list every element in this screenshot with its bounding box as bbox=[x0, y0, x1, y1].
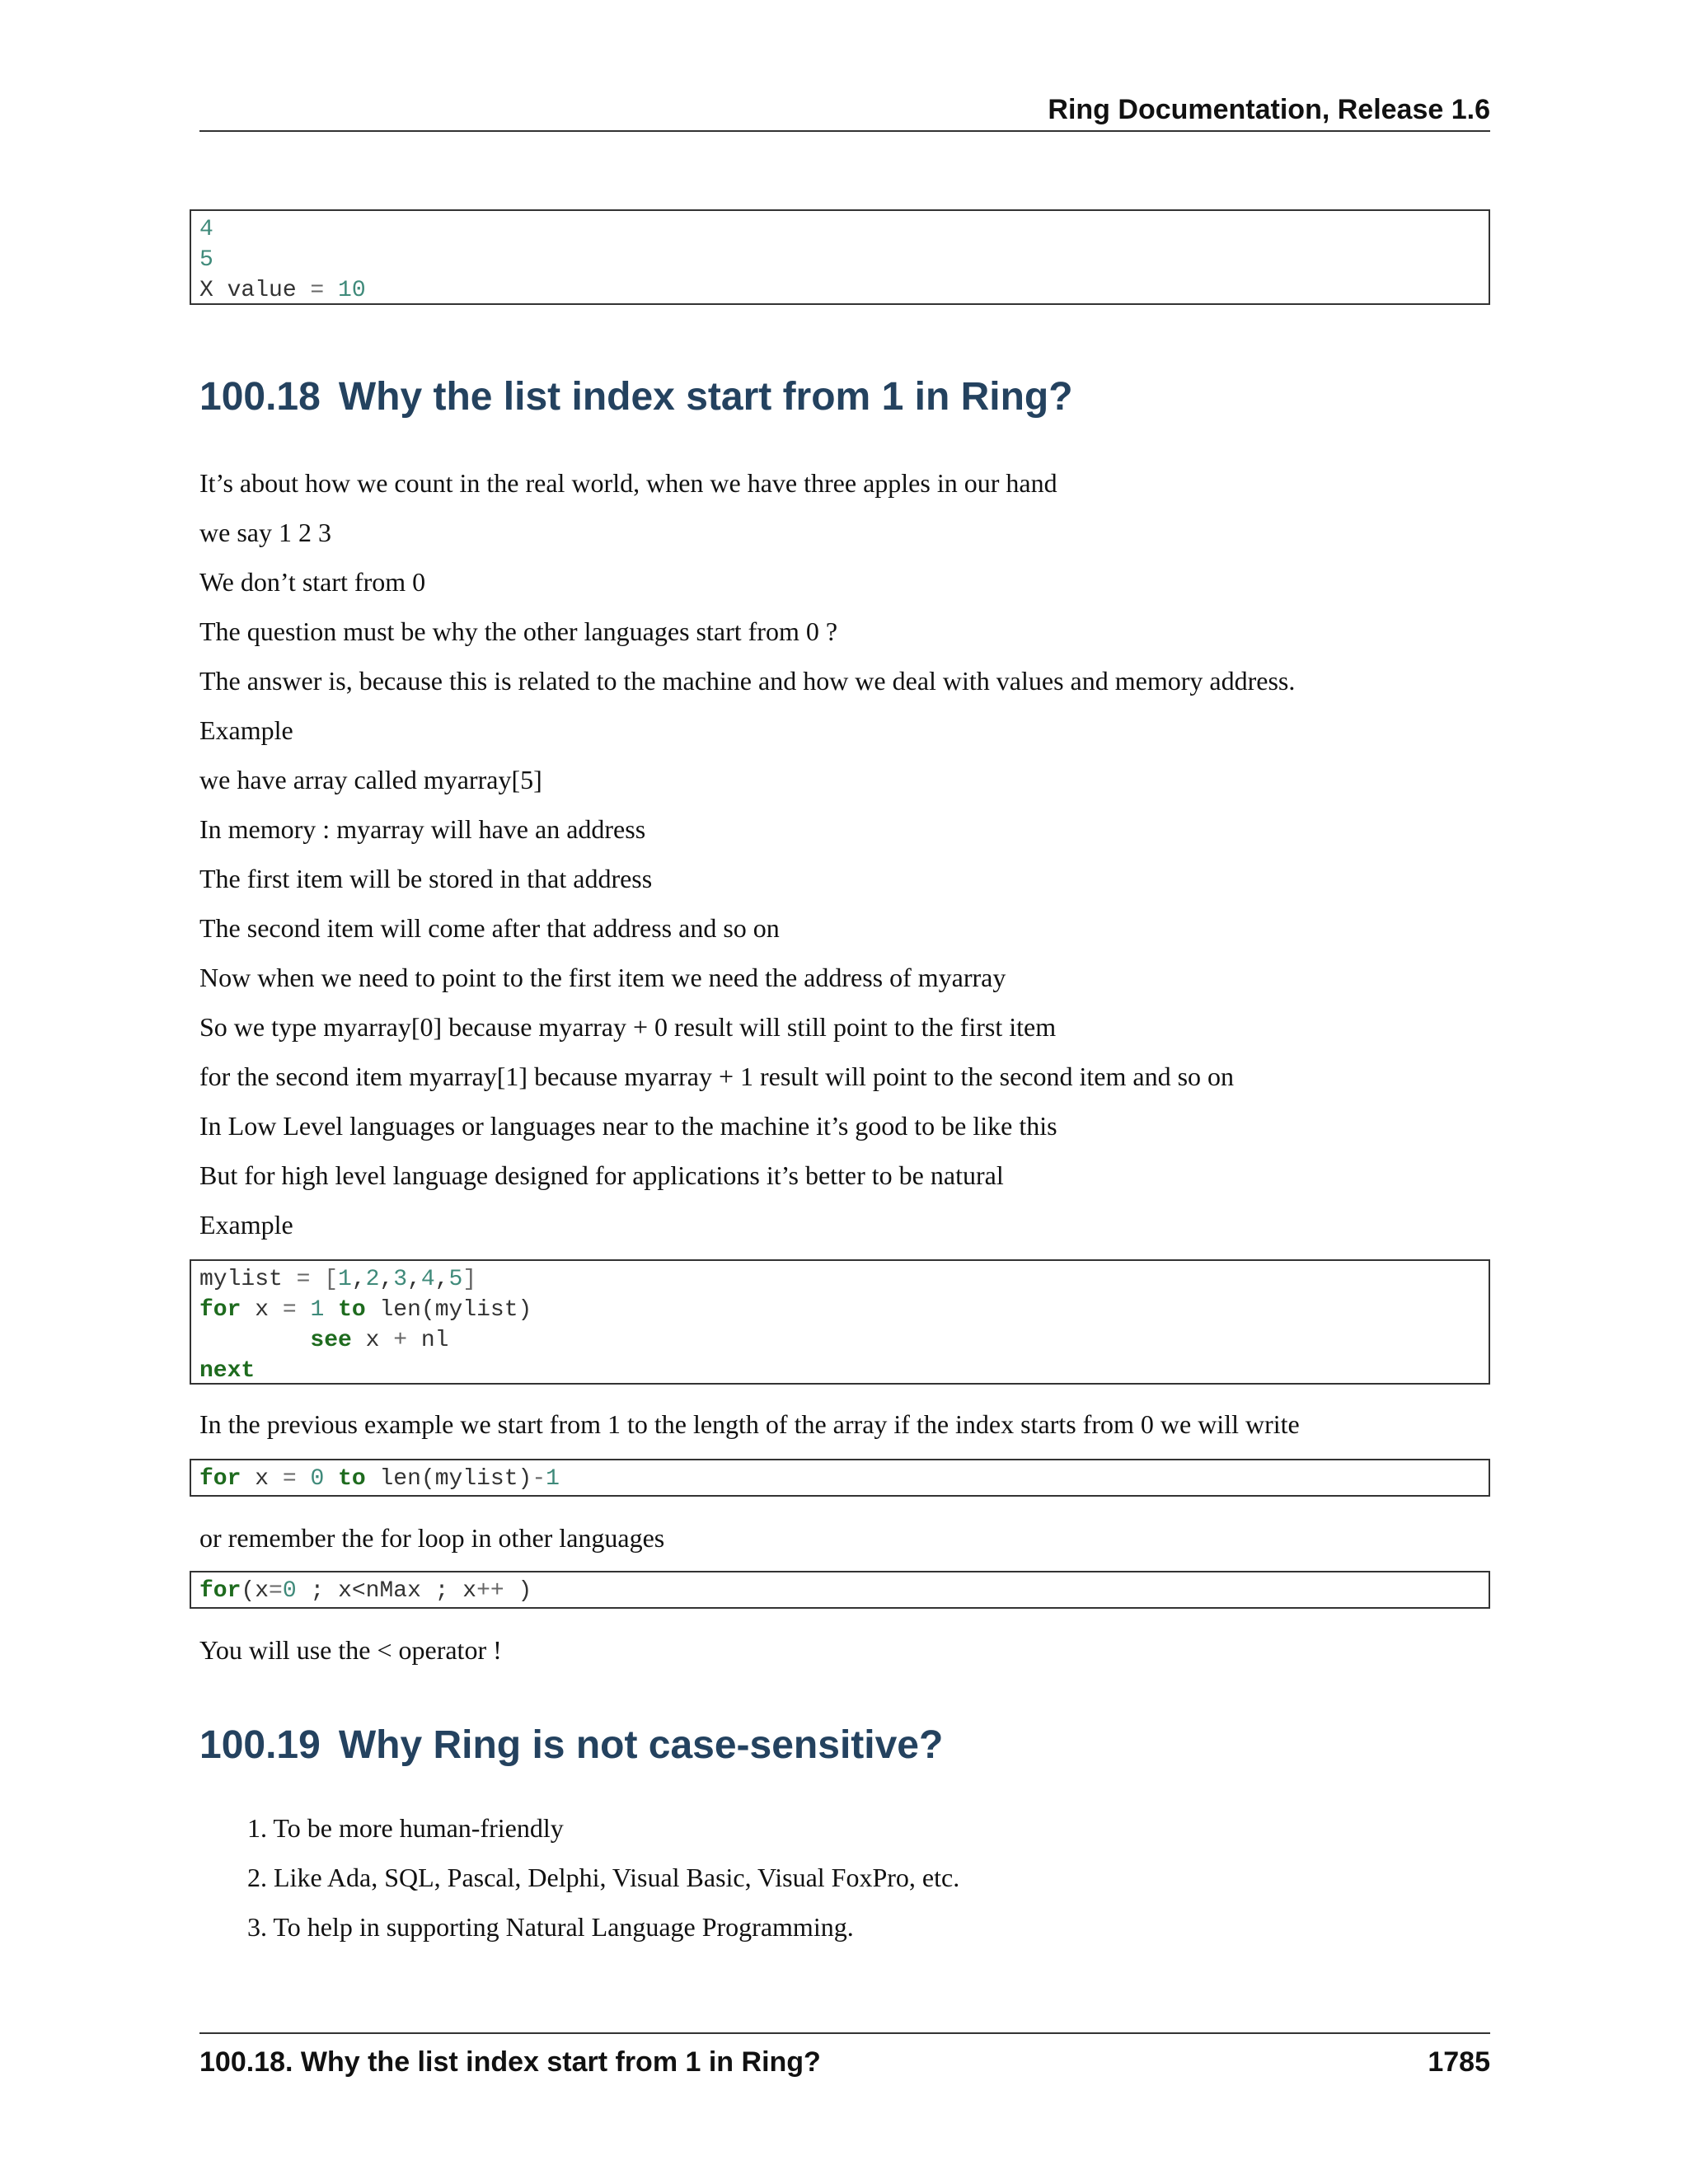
code-token: ; x<nMax ; x bbox=[296, 1578, 477, 1604]
section-number: 100.18 bbox=[199, 375, 321, 419]
paragraph: Example bbox=[199, 715, 293, 745]
code-token: 0 bbox=[282, 1578, 297, 1604]
code-token: + bbox=[393, 1328, 408, 1353]
code-token: x bbox=[351, 1328, 394, 1353]
code-token: x bbox=[241, 1466, 283, 1492]
running-header: Ring Documentation, Release 1.6 bbox=[199, 89, 1490, 132]
code-token: 4 bbox=[420, 1267, 435, 1292]
code-token: 5 bbox=[448, 1267, 463, 1292]
code-keyword: to bbox=[338, 1466, 366, 1492]
code-token: , bbox=[434, 1267, 449, 1292]
code-token: nl bbox=[407, 1328, 449, 1353]
paragraph: It’s about how we count in the real world, when we have three apples in our hand bbox=[199, 468, 1057, 498]
code-token bbox=[297, 1466, 311, 1492]
code-token: 1 bbox=[546, 1466, 560, 1492]
code-token: = bbox=[310, 278, 325, 303]
paragraph: we say 1 2 3 bbox=[199, 518, 331, 547]
code-token: 4 bbox=[199, 217, 213, 242]
paragraph: So we type myarray[0] because myarray + 0 result will still point to the first item bbox=[199, 1012, 1057, 1042]
code-block-zero-index bbox=[190, 1459, 1490, 1497]
paragraph: In Low Level languages or languages near to the machine it’s good to be like this bbox=[199, 1111, 1057, 1141]
code-token bbox=[324, 1466, 338, 1492]
list-item bbox=[199, 1910, 959, 1960]
section-title: Why Ring is not case-sensitive? bbox=[338, 1723, 944, 1767]
code-block-c-loop bbox=[190, 1571, 1490, 1609]
list-item bbox=[199, 1811, 959, 1861]
code-block-output bbox=[190, 209, 1490, 305]
paragraph: The second item will come after that address and so on bbox=[199, 913, 780, 943]
list-text: To help in supporting Natural Language Programming. bbox=[273, 1912, 854, 1942]
code-keyword: next bbox=[199, 1358, 256, 1384]
footer-section-title: 100.18. Why the list index start from 1 in Ring? bbox=[199, 2046, 821, 2078]
list-number: 2. bbox=[247, 1863, 267, 1892]
code-token: [ bbox=[310, 1267, 339, 1292]
paragraph: The answer is, because this is related to the machine and how we deal with values and memory address. bbox=[199, 666, 1296, 696]
paragraph: Example bbox=[199, 1210, 293, 1240]
paragraph: We don’t start from 0 bbox=[199, 567, 426, 597]
code-token: x bbox=[241, 1297, 283, 1323]
paragraph: we have array called myarray[5] bbox=[199, 765, 542, 794]
list-number: 3. bbox=[247, 1912, 267, 1942]
section-heading-100-18 bbox=[199, 373, 1073, 422]
document-page bbox=[199, 0, 1490, 2184]
code-token: 3 bbox=[393, 1267, 408, 1292]
list-number: 1. bbox=[247, 1813, 267, 1843]
code-token: = bbox=[269, 1578, 283, 1604]
code-keyword: see bbox=[310, 1328, 352, 1353]
paragraph: But for high level language designed for applications it’s better to be natural bbox=[199, 1160, 1004, 1190]
code-token: 1 bbox=[310, 1297, 325, 1323]
code-token: - bbox=[532, 1466, 546, 1492]
list-item bbox=[199, 1861, 959, 1910]
code-keyword: for bbox=[199, 1466, 241, 1492]
code-token bbox=[199, 1328, 310, 1353]
running-footer bbox=[199, 2032, 1490, 2083]
code-token: = bbox=[296, 1267, 311, 1292]
code-token: = bbox=[282, 1466, 297, 1492]
paragraph: The question must be why the other languages start from 0 ? bbox=[199, 616, 838, 646]
code-token: , bbox=[379, 1267, 394, 1292]
section-title: Why the list index start from 1 in Ring? bbox=[338, 375, 1073, 419]
paragraph: In memory : myarray will have an address bbox=[199, 814, 646, 844]
code-token: X value bbox=[199, 278, 311, 303]
code-token bbox=[297, 1297, 311, 1323]
code-keyword: for bbox=[199, 1297, 241, 1323]
code-token: 5 bbox=[199, 247, 213, 273]
paragraph: or remember the for loop in other languages bbox=[199, 1523, 665, 1553]
paragraph: for the second item myarray[1] because myarray + 1 result will point to the second item and so on bbox=[199, 1062, 1235, 1091]
section-heading-100-19 bbox=[199, 1721, 943, 1770]
section-number: 100.19 bbox=[199, 1723, 321, 1767]
reasons-list bbox=[199, 1811, 959, 1960]
code-token: ] bbox=[462, 1267, 477, 1292]
paragraph: In the previous example we start from 1 to the length of the array if the index starts from 0 we will write bbox=[199, 1409, 1300, 1439]
paragraph: You will use the < operator ! bbox=[199, 1635, 502, 1665]
code-token: len(mylist) bbox=[365, 1297, 532, 1323]
code-token: 0 bbox=[310, 1466, 325, 1492]
code-token: 2 bbox=[365, 1267, 380, 1292]
code-token: ) bbox=[504, 1578, 532, 1604]
paragraph: The first item will be stored in that address bbox=[199, 864, 653, 893]
code-token: 10 bbox=[338, 278, 366, 303]
code-keyword: for bbox=[199, 1578, 241, 1604]
code-token bbox=[324, 1297, 338, 1323]
list-text: To be more human-friendly bbox=[273, 1813, 564, 1843]
code-token: 1 bbox=[338, 1267, 352, 1292]
paragraph: Now when we need to point to the first item we need the address of myarray bbox=[199, 963, 1006, 992]
page-number: 1785 bbox=[1428, 2046, 1490, 2078]
code-token: (x bbox=[241, 1578, 270, 1604]
code-token: ++ bbox=[476, 1578, 504, 1604]
code-token: = bbox=[282, 1297, 297, 1323]
code-block-example bbox=[190, 1259, 1490, 1385]
code-keyword: to bbox=[338, 1297, 366, 1323]
code-token: , bbox=[407, 1267, 421, 1292]
code-token: len(mylist) bbox=[365, 1466, 532, 1492]
code-token: , bbox=[351, 1267, 366, 1292]
list-text: Like Ada, SQL, Pascal, Delphi, Visual Basic, Visual FoxPro, etc. bbox=[274, 1863, 960, 1892]
code-token: mylist bbox=[199, 1267, 297, 1292]
